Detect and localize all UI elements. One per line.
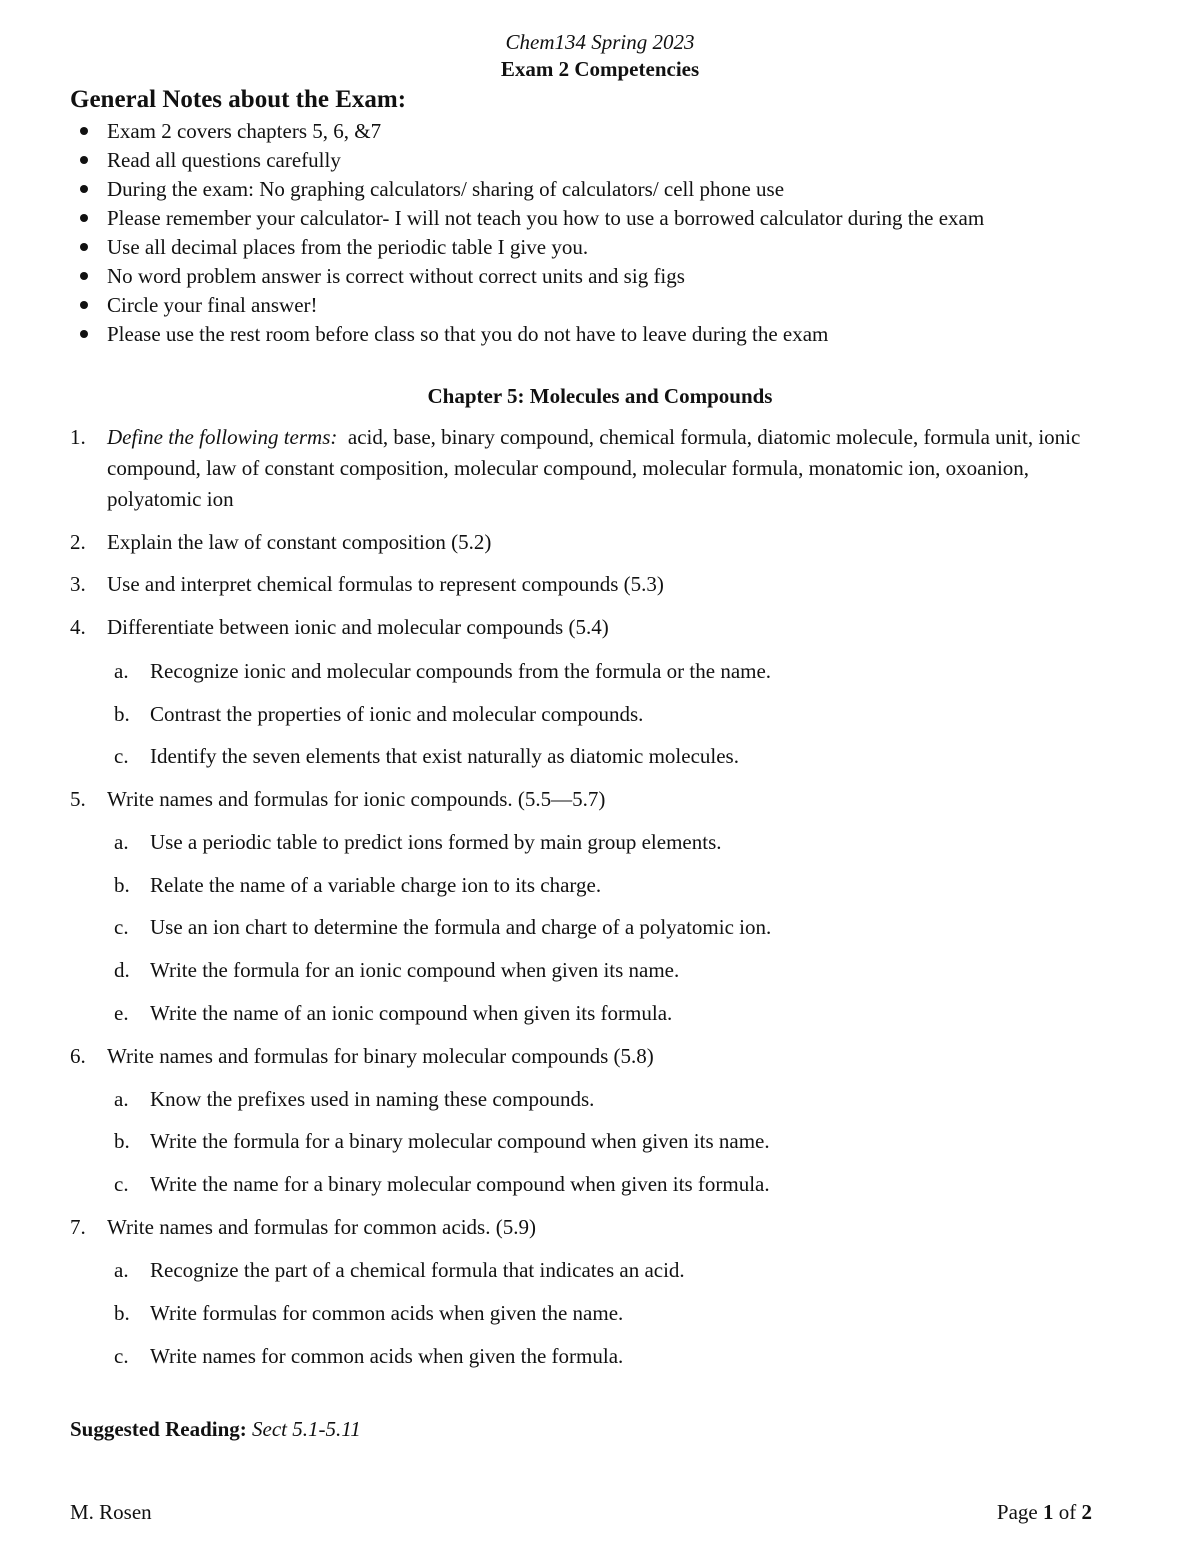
item-number: 5. — [70, 787, 86, 811]
sub-item-letter: c. — [114, 1344, 129, 1368]
competency-item-1 — [70, 422, 1130, 515]
item-text — [107, 422, 1117, 515]
page-number: Page 1 of 2 — [996, 1500, 1092, 1524]
bullet-icon — [80, 185, 88, 193]
sub-item-text: Relate the name of a variable charge ion to its charge. — [150, 873, 602, 897]
list-item: Use all decimal places from the periodic table I give you. — [72, 234, 1132, 263]
footer-author: M. Rosen — [70, 1500, 152, 1524]
sub-item-letter: a. — [114, 659, 129, 683]
sub-item-text: Use a periodic table to predict ions formed by main group elements. — [150, 830, 722, 854]
sub-item-letter: b. — [114, 1129, 130, 1153]
sub-item-text: Write the name for a binary molecular compound when given its formula. — [150, 1172, 770, 1196]
sub-item-text: Write the name of an ionic compound when given its formula. — [150, 1001, 673, 1025]
sub-item-text: Know the prefixes used in naming these compounds. — [150, 1087, 595, 1111]
sub-item-letter: a. — [114, 1258, 129, 1282]
list-item: Please use the rest room before class so that you do not have to leave during the exam — [72, 321, 1132, 350]
item-text: Write names and formulas for ionic compounds. (5.5—5.7) — [107, 787, 606, 811]
bullet-icon — [80, 156, 88, 164]
item-text: Write names and formulas for common acids. (5.9) — [107, 1215, 536, 1239]
item-text: Differentiate between ionic and molecular compounds (5.4) — [107, 615, 609, 639]
list-item: No word problem answer is correct without correct units and sig figs — [72, 263, 1132, 292]
general-notes-heading: General Notes about the Exam: — [70, 86, 407, 113]
sub-item-letter: a. — [114, 1087, 129, 1111]
sub-item-text: Use an ion chart to determine the formula and charge of a polyatomic ion. — [150, 915, 772, 939]
sub-item-text: Write the formula for a binary molecular compound when given its name. — [150, 1129, 770, 1153]
item-number: 6. — [70, 1044, 86, 1068]
sub-item-text: Contrast the properties of ionic and molecular compounds. — [150, 702, 644, 726]
list-item: Read all questions carefully — [72, 147, 1132, 176]
item-body: acid, base, binary compound, chemical formula, diatomic molecule, formula unit, ionic compound, law of constant composition, molecular compound, molecular formula, monatomic ion, oxoanion, polyatomic ion — [107, 425, 1081, 511]
item-text: Use and interpret chemical formulas to represent compounds (5.3) — [107, 572, 664, 596]
item-text: Explain the law of constant composition (5.2) — [107, 530, 492, 554]
suggested-reading-label: Suggested Reading: — [70, 1417, 247, 1441]
sub-item-letter: c. — [114, 744, 129, 768]
sub-item-letter: a. — [114, 830, 129, 854]
sub-item-letter: e. — [114, 1001, 129, 1025]
sub-item-letter: c. — [114, 1172, 129, 1196]
list-item: During the exam: No graphing calculators/ sharing of calculators/ cell phone use — [72, 176, 1132, 205]
sub-item-letter: b. — [114, 873, 130, 897]
chapter-heading: Chapter 5: Molecules and Compounds — [427, 384, 773, 408]
bullet-icon — [80, 301, 88, 309]
bullet-icon — [80, 214, 88, 222]
sub-item-letter: b. — [114, 702, 130, 726]
sub-item-text: Write the formula for an ionic compound when given its name. — [150, 958, 680, 982]
sub-item-text: Identify the seven elements that exist naturally as diatomic molecules. — [150, 744, 739, 768]
item-number: 2. — [70, 530, 86, 554]
suggested-reading — [70, 1417, 361, 1442]
item-number: 7. — [70, 1215, 86, 1239]
course-title: Chem134 Spring 2023 — [505, 30, 695, 54]
bullet-icon — [80, 330, 88, 338]
bullet-icon — [80, 243, 88, 251]
sub-item-letter: b. — [114, 1301, 130, 1325]
document-title: Exam 2 Competencies — [500, 57, 700, 81]
item-number: 3. — [70, 572, 86, 596]
list-item: Circle your final answer! — [72, 292, 1132, 321]
list-item: Exam 2 covers chapters 5, 6, &7 — [72, 118, 1132, 147]
sub-item-text: Recognize the part of a chemical formula that indicates an acid. — [150, 1258, 685, 1282]
bullet-icon — [80, 272, 88, 280]
suggested-reading-value: Sect 5.1-5.11 — [252, 1417, 361, 1441]
sub-item-text: Recognize ionic and molecular compounds from the formula or the name. — [150, 659, 772, 683]
sub-item-letter: c. — [114, 915, 129, 939]
item-number: 1. — [70, 425, 86, 449]
general-notes-list — [72, 118, 1132, 350]
item-lead: Define the following terms: — [107, 425, 338, 449]
bullet-icon — [80, 127, 88, 135]
item-number: 4. — [70, 615, 86, 639]
item-text: Write names and formulas for binary molecular compounds (5.8) — [107, 1044, 654, 1068]
sub-item-text: Write formulas for common acids when given the name. — [150, 1301, 624, 1325]
sub-item-text: Write names for common acids when given the formula. — [150, 1344, 624, 1368]
sub-item-letter: d. — [114, 958, 130, 982]
list-item: Please remember your calculator- I will not teach you how to use a borrowed calculator during the exam — [72, 205, 1132, 234]
